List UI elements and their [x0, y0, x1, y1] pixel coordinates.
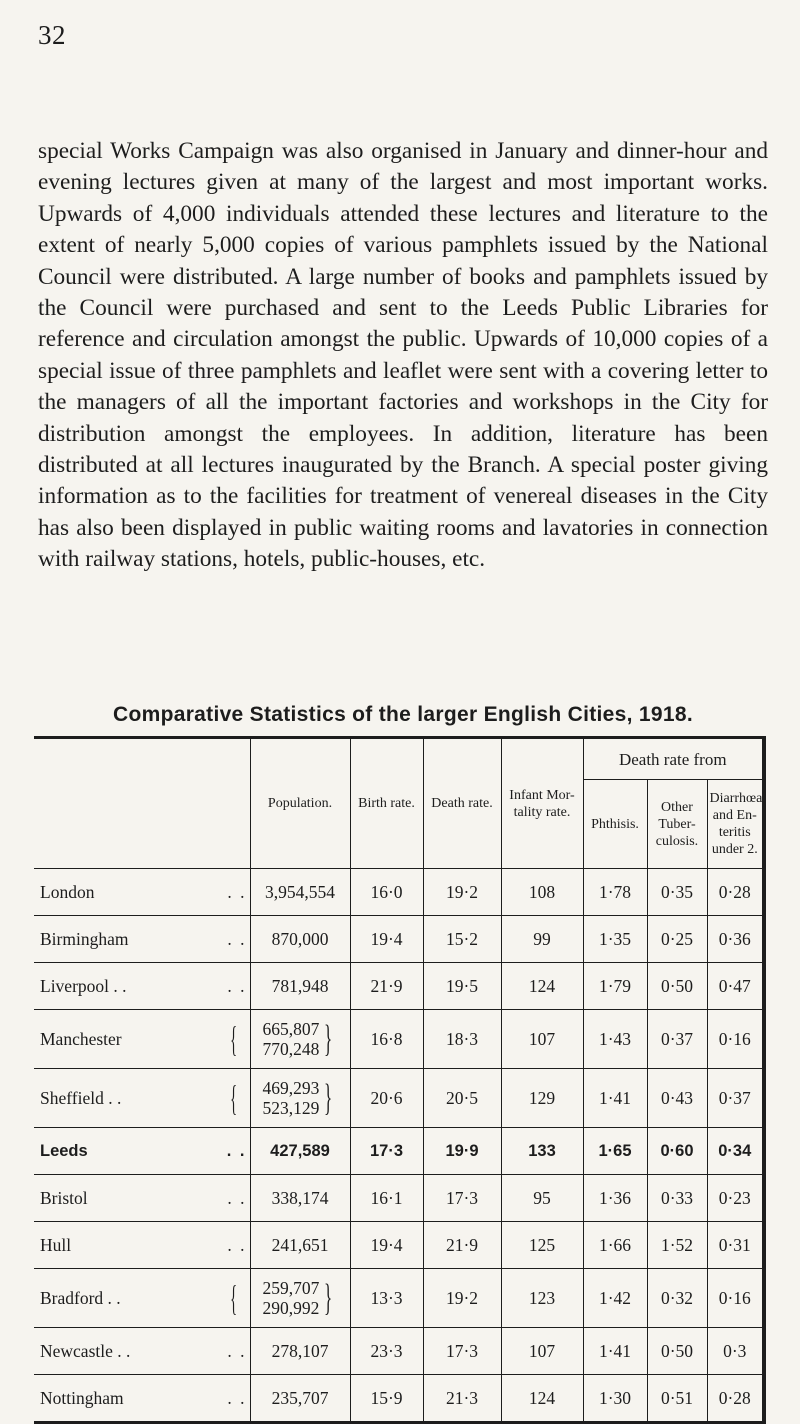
infant-mortality-cell: 107: [501, 1010, 583, 1069]
other-tuberculosis-cell: 0·37: [647, 1010, 707, 1069]
header-diarrhoea: Diarrhœa and En-teritis under 2.: [707, 780, 764, 869]
infant-mortality-cell: 95: [501, 1175, 583, 1222]
population-value: 523,129: [262, 1098, 320, 1118]
table-row: [34, 1222, 764, 1269]
population-cell: [250, 1128, 350, 1175]
diarrhoea-cell: 0·16: [707, 1269, 764, 1328]
page-number: 32: [38, 20, 66, 50]
birth-rate-cell: 20·6: [350, 1069, 423, 1128]
other-tuberculosis-cell: 0·50: [647, 963, 707, 1010]
other-tuberculosis-cell: 0·60: [647, 1128, 707, 1175]
birth-rate-cell: 16·8: [350, 1010, 423, 1069]
death-rate-cell: 19·5: [423, 963, 501, 1010]
population-value: 259,707: [262, 1278, 320, 1298]
city-trailing: . .: [227, 1234, 247, 1255]
table-row: [34, 1010, 764, 1069]
infant-mortality-cell: 133: [501, 1128, 583, 1175]
infant-mortality-cell: 99: [501, 916, 583, 963]
death-rate-cell: 20·5: [423, 1069, 501, 1128]
other-tuberculosis-cell: 0·32: [647, 1269, 707, 1328]
population-cell: [250, 869, 350, 916]
city-trailing: . .: [227, 881, 247, 902]
header-birth-rate: Birth rate.: [350, 738, 423, 869]
city-trailing: . .: [226, 1141, 247, 1160]
diarrhoea-cell: 0·36: [707, 916, 764, 963]
population-value: 870,000: [271, 929, 329, 949]
population-cell: [250, 1375, 350, 1423]
brace-glyph: }: [324, 1077, 333, 1119]
diarrhoea-cell: 0·23: [707, 1175, 764, 1222]
table-row: [34, 1069, 764, 1128]
city-name: Bristol: [40, 1187, 88, 1208]
city-cell: [34, 1328, 250, 1375]
phthisis-cell: 1·41: [583, 1069, 647, 1128]
city-name: Birmingham: [40, 928, 129, 949]
infant-mortality-cell: 123: [501, 1269, 583, 1328]
city-trailing: . .: [227, 1340, 247, 1361]
table-row: [34, 916, 764, 963]
population-cell: [250, 1069, 350, 1128]
population-value: 665,807: [262, 1019, 320, 1039]
city-cell: [34, 1175, 250, 1222]
population-value: 3,954,554: [265, 882, 335, 902]
other-tuberculosis-cell: 0·25: [647, 916, 707, 963]
diarrhoea-cell: 0·34: [707, 1128, 764, 1175]
population-cell: [250, 1269, 350, 1328]
city-cell: [34, 1222, 250, 1269]
city-trailing: {: [230, 1278, 238, 1318]
diarrhoea-cell: 0·28: [707, 869, 764, 916]
population-value: 278,107: [271, 1341, 329, 1361]
infant-mortality-cell: 108: [501, 869, 583, 916]
city-cell: [34, 1069, 250, 1128]
phthisis-cell: 1·65: [583, 1128, 647, 1175]
table-row: [34, 1375, 764, 1423]
other-tuberculosis-cell: 0·35: [647, 869, 707, 916]
diarrhoea-cell: 0·37: [707, 1069, 764, 1128]
death-rate-cell: 19·2: [423, 1269, 501, 1328]
population-value: 235,707: [271, 1388, 329, 1408]
infant-mortality-cell: 124: [501, 963, 583, 1010]
city-name: Nottingham: [40, 1387, 124, 1408]
city-cell: [34, 963, 250, 1010]
city-name: Sheffield . .: [40, 1087, 122, 1108]
brace-glyph: }: [324, 1018, 333, 1060]
phthisis-cell: 1·66: [583, 1222, 647, 1269]
diarrhoea-cell: 0·47: [707, 963, 764, 1010]
phthisis-cell: 1·35: [583, 916, 647, 963]
population-value: 290,992: [262, 1298, 320, 1318]
population-value: 338,174: [271, 1188, 329, 1208]
header-phthisis: Phthisis.: [583, 780, 647, 869]
infant-mortality-cell: 129: [501, 1069, 583, 1128]
table-row: [34, 963, 764, 1010]
phthisis-cell: 1·30: [583, 1375, 647, 1423]
other-tuberculosis-cell: 1·52: [647, 1222, 707, 1269]
diarrhoea-cell: 0·16: [707, 1010, 764, 1069]
city-name: Bradford . .: [40, 1287, 121, 1308]
city-cell: [34, 916, 250, 963]
table-title: Comparative Statistics of the larger English Cities, 1918.: [113, 703, 693, 726]
brace-glyph: }: [324, 1277, 333, 1319]
birth-rate-cell: 16·1: [350, 1175, 423, 1222]
birth-rate-cell: 16·0: [350, 869, 423, 916]
population-cell: [250, 916, 350, 963]
death-rate-cell: 17·3: [423, 1328, 501, 1375]
birth-rate-cell: 17·3: [350, 1128, 423, 1175]
population-cell: [250, 1175, 350, 1222]
population-cell: [250, 963, 350, 1010]
table-row: [34, 1128, 764, 1175]
statistics-table: [34, 736, 766, 1424]
city-name: Hull: [40, 1234, 72, 1255]
population-cell: [250, 1328, 350, 1375]
other-tuberculosis-cell: 0·51: [647, 1375, 707, 1423]
diarrhoea-cell: 0·31: [707, 1222, 764, 1269]
population-cell: [250, 1010, 350, 1069]
infant-mortality-cell: 125: [501, 1222, 583, 1269]
phthisis-cell: 1·78: [583, 869, 647, 916]
city-trailing: . .: [227, 1387, 247, 1408]
infant-mortality-cell: 124: [501, 1375, 583, 1423]
header-death-rate: Death rate.: [423, 738, 501, 869]
city-trailing: {: [230, 1078, 238, 1118]
city-cell: [34, 1375, 250, 1423]
table-row: [34, 1269, 764, 1328]
phthisis-cell: 1·79: [583, 963, 647, 1010]
city-cell: [34, 1010, 250, 1069]
city-trailing: . .: [227, 1187, 247, 1208]
city-name: Newcastle . .: [40, 1340, 131, 1361]
city-name: Manchester: [40, 1028, 122, 1049]
birth-rate-cell: 21·9: [350, 963, 423, 1010]
population-value: 770,248: [262, 1039, 320, 1059]
city-name: Liverpool . .: [40, 975, 127, 996]
diarrhoea-cell: 0·28: [707, 1375, 764, 1423]
header-population: Population.: [250, 738, 350, 869]
population-value: 781,948: [271, 976, 329, 996]
table-row: [34, 1175, 764, 1222]
birth-rate-cell: 23·3: [350, 1328, 423, 1375]
table-body: [34, 869, 764, 1423]
other-tuberculosis-cell: 0·43: [647, 1069, 707, 1128]
city-cell: [34, 1128, 250, 1175]
death-rate-cell: 21·3: [423, 1375, 501, 1423]
city-cell: [34, 1269, 250, 1328]
table-row: [34, 869, 764, 916]
phthisis-cell: 1·41: [583, 1328, 647, 1375]
phthisis-cell: 1·42: [583, 1269, 647, 1328]
birth-rate-cell: 19·4: [350, 1222, 423, 1269]
city-trailing: . .: [227, 975, 247, 996]
city-name: Leeds: [40, 1141, 88, 1160]
death-rate-cell: 15·2: [423, 916, 501, 963]
death-rate-cell: 21·9: [423, 1222, 501, 1269]
other-tuberculosis-cell: 0·50: [647, 1328, 707, 1375]
death-rate-cell: 17·3: [423, 1175, 501, 1222]
infant-mortality-cell: 107: [501, 1328, 583, 1375]
birth-rate-cell: 19·4: [350, 916, 423, 963]
birth-rate-cell: 13·3: [350, 1269, 423, 1328]
birth-rate-cell: 15·9: [350, 1375, 423, 1423]
city-trailing: {: [230, 1019, 238, 1059]
header-other-tuberculosis: Other Tuber-culosis.: [647, 780, 707, 869]
population-value: 427,589: [270, 1142, 330, 1160]
city-name: London: [40, 881, 95, 902]
phthisis-cell: 1·36: [583, 1175, 647, 1222]
table-row: [34, 1328, 764, 1375]
population-cell: [250, 1222, 350, 1269]
phthisis-cell: 1·43: [583, 1010, 647, 1069]
death-rate-cell: 18·3: [423, 1010, 501, 1069]
header-death-rate-from: Death rate from: [583, 738, 764, 780]
body-paragraph: special Works Campaign was also organised in January and dinner-hour and evening lectures given at many of the largest and most important works. Upwards of 4,000 individuals attended these lectures and literature to the extent of nearly 5,000 copies of various pamphlets issued by the National Council were distributed. A large number of books and pamphlets issued by the Council were purchased and sent to the Leeds Public Libraries for reference and circulation amongst the public. Upwards of 10,000 copies of a special issue of three pamphlets and leaflet were sent with a covering letter to the managers of all the important factories and workshops in the City for distribution amongst the employees. In addition, literature has been distributed at all lectures inaugurated by the Branch. A special poster giving information as to the facilities for treatment of venereal diseases in the City has also been displayed in public waiting rooms and lavatories in connection with railway stations, hotels, public-houses, etc.: [38, 138, 768, 573]
population-value: 469,293: [262, 1078, 320, 1098]
diarrhoea-cell: 0·3: [707, 1328, 764, 1375]
population-value: 241,651: [271, 1235, 329, 1255]
city-cell: [34, 869, 250, 916]
death-rate-cell: 19·9: [423, 1128, 501, 1175]
other-tuberculosis-cell: 0·33: [647, 1175, 707, 1222]
header-city: [34, 738, 250, 869]
death-rate-cell: 19·2: [423, 869, 501, 916]
header-infant-mortality: Infant Mor-tality rate.: [501, 738, 583, 869]
city-trailing: . .: [227, 928, 247, 949]
